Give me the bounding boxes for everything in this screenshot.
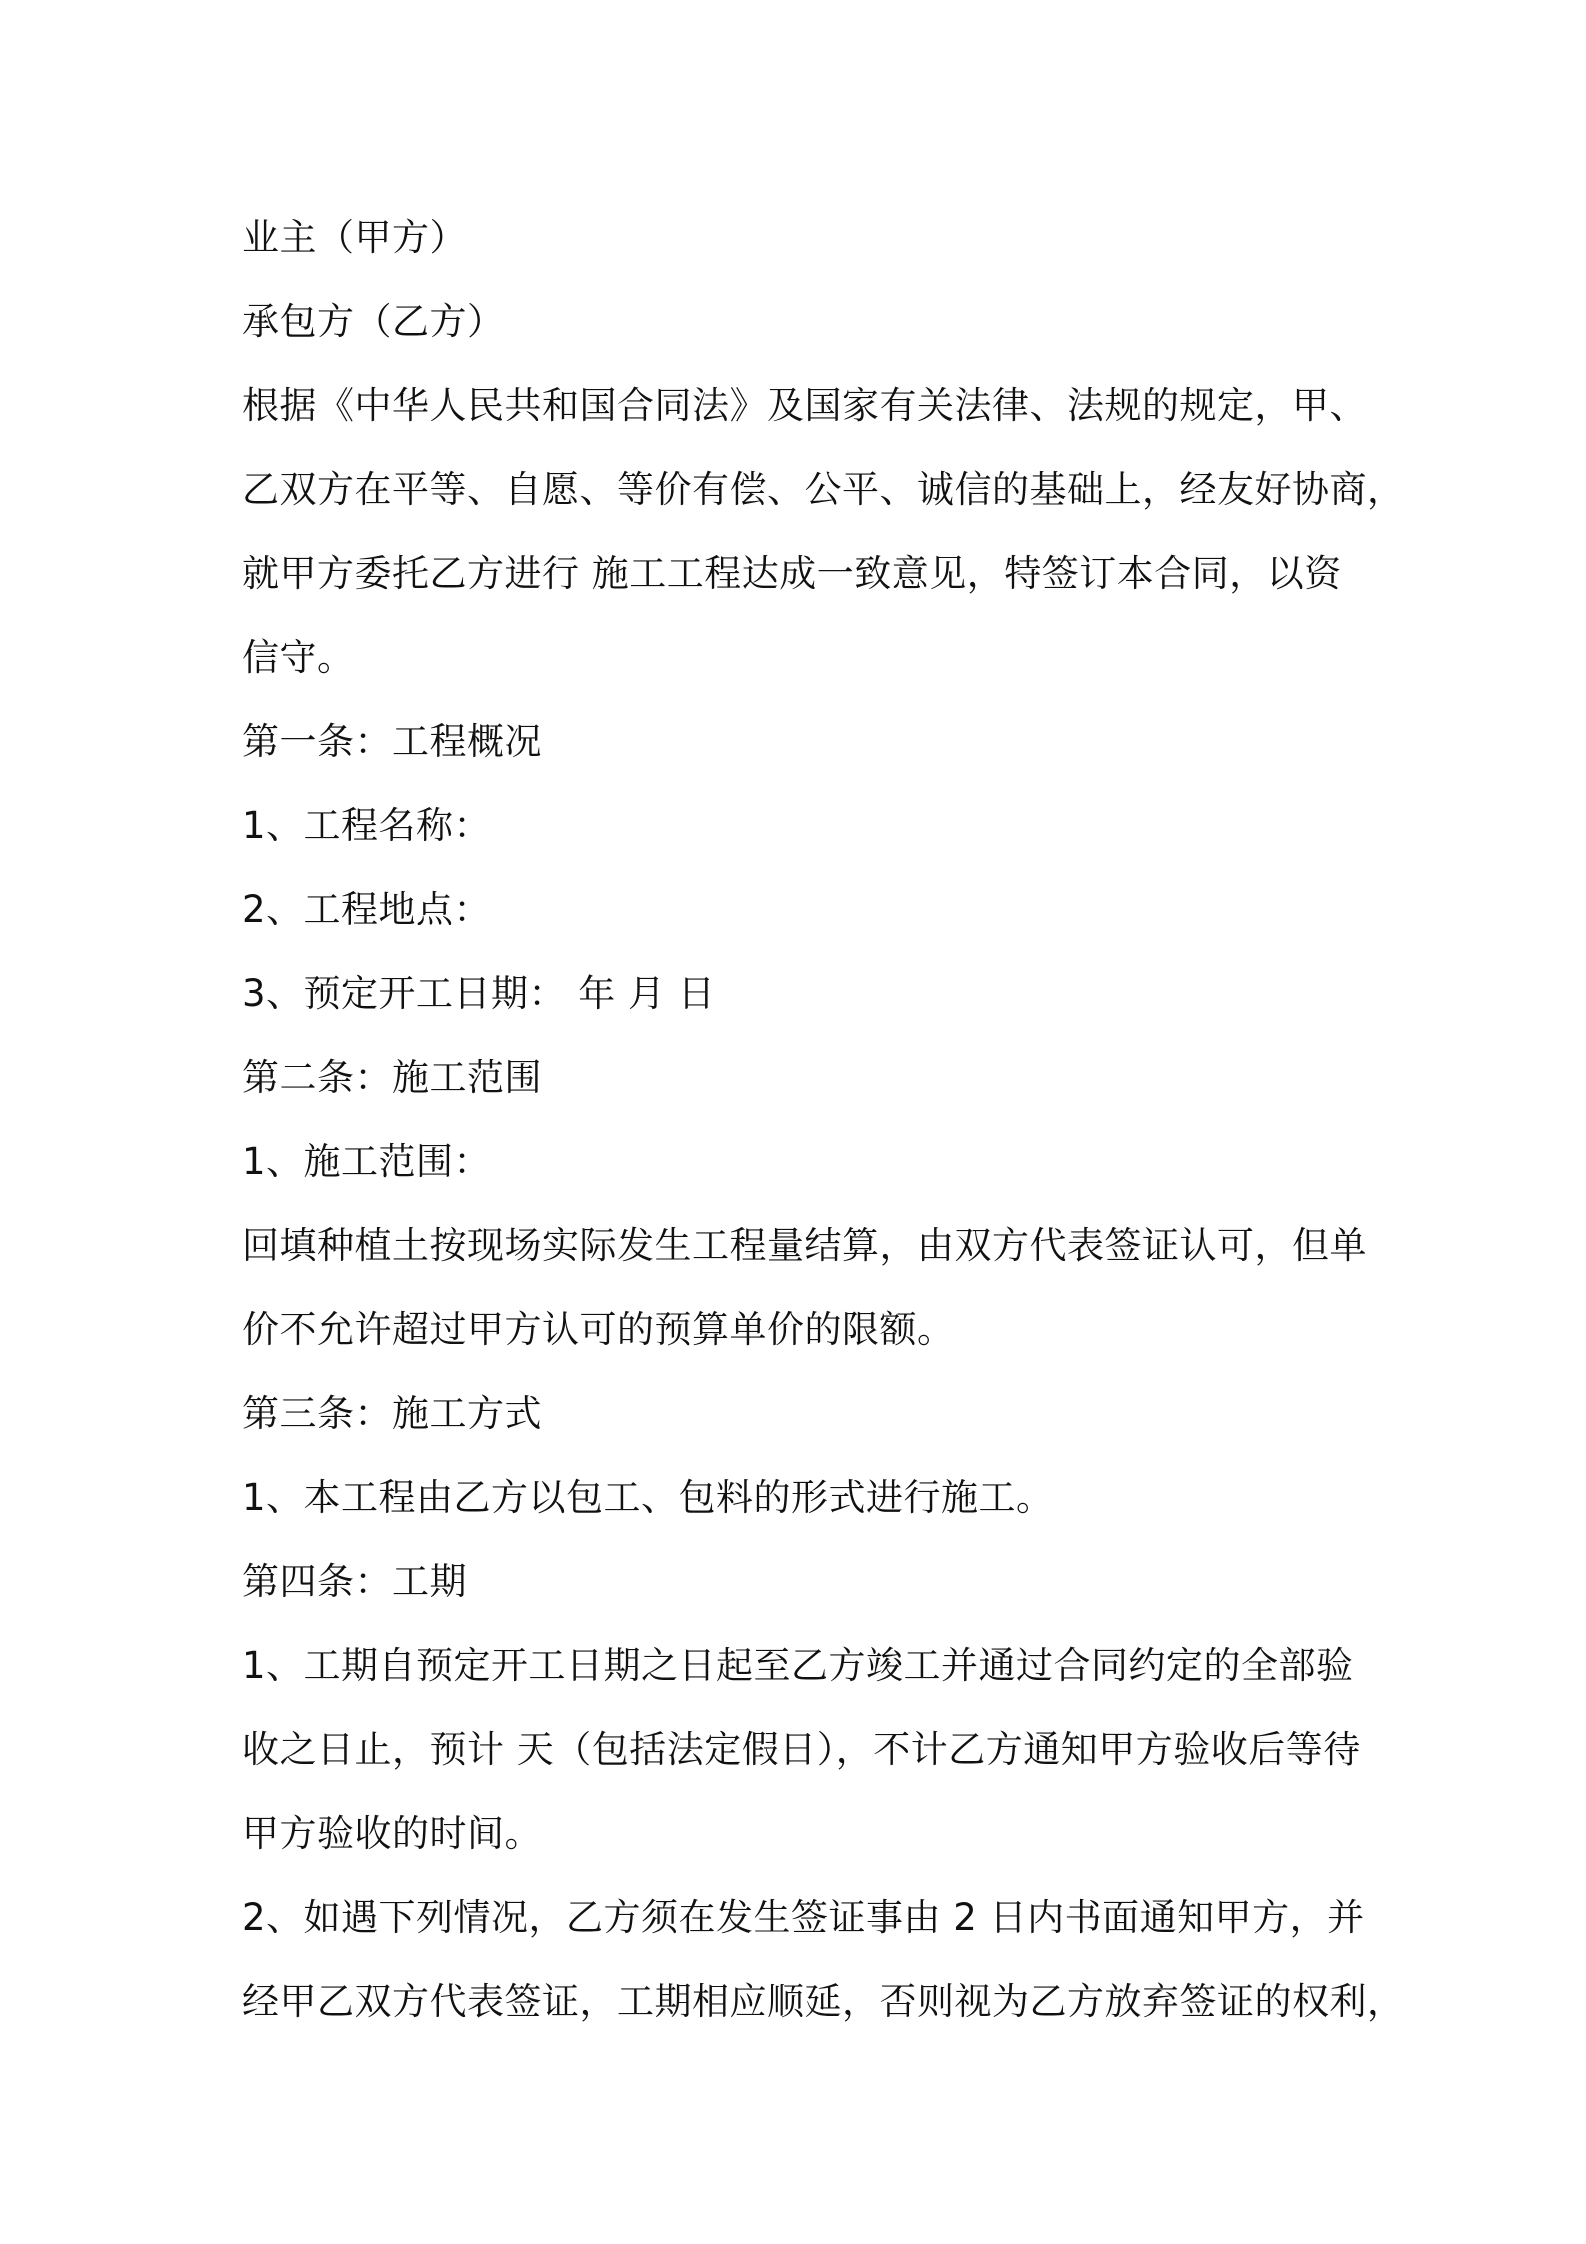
document-body: [242, 196, 1405, 2044]
preamble-line-3: 就甲方委托乙方进行 施工工程达成一致意见，特签订本合同，以资: [242, 552, 1342, 595]
duration-line-1: 1、工期自预定开工日期之日起至乙方竣工并通过合同约定的全部验: [242, 1644, 1354, 1687]
duration-line-2: 收之日止，预计 天（包括法定假日），不计乙方通知甲方验收后等待: [242, 1728, 1361, 1771]
duration-line-3: 甲方验收的时间。: [242, 1812, 542, 1855]
project-name-line: 1、工程名称：: [242, 804, 492, 847]
article-4-heading: 第四条：工期: [242, 1560, 467, 1603]
party-b-line: 承包方（乙方）: [242, 300, 505, 343]
article-2-heading: 第二条：施工范围: [242, 1056, 542, 1099]
extension-line-2: 经甲乙双方代表签证，工期相应顺延，否则视为乙方放弃签证的权利，: [242, 1980, 1405, 2023]
article-1-heading: 第一条：工程概况: [242, 720, 542, 763]
scope-detail-line-1: 回填种植土按现场实际发生工程量结算，由双方代表签证认可，但单: [242, 1224, 1367, 1267]
preamble-line-2: 乙双方在平等、自愿、等价有偿、公平、诚信的基础上，经友好协商，: [242, 468, 1405, 511]
preamble-line-4: 信守。: [242, 636, 355, 679]
extension-line-1: 2、如遇下列情况，乙方须在发生签证事由 2 日内书面通知甲方，并: [242, 1896, 1365, 1939]
party-a-line: 业主（甲方）: [242, 216, 467, 259]
start-date-line: 3、预定开工日期： 年 月 日: [242, 972, 716, 1015]
method-line: 1、本工程由乙方以包工、包料的形式进行施工。: [242, 1476, 1054, 1519]
scope-line: 1、施工范围：: [242, 1140, 492, 1183]
preamble-line-1: 根据《中华人民共和国合同法》及国家有关法律、法规的规定，甲、: [242, 384, 1367, 427]
scope-detail-line-2: 价不允许超过甲方认可的预算单价的限额。: [242, 1308, 955, 1351]
article-3-heading: 第三条：施工方式: [242, 1392, 542, 1435]
project-location-line: 2、工程地点：: [242, 888, 492, 931]
